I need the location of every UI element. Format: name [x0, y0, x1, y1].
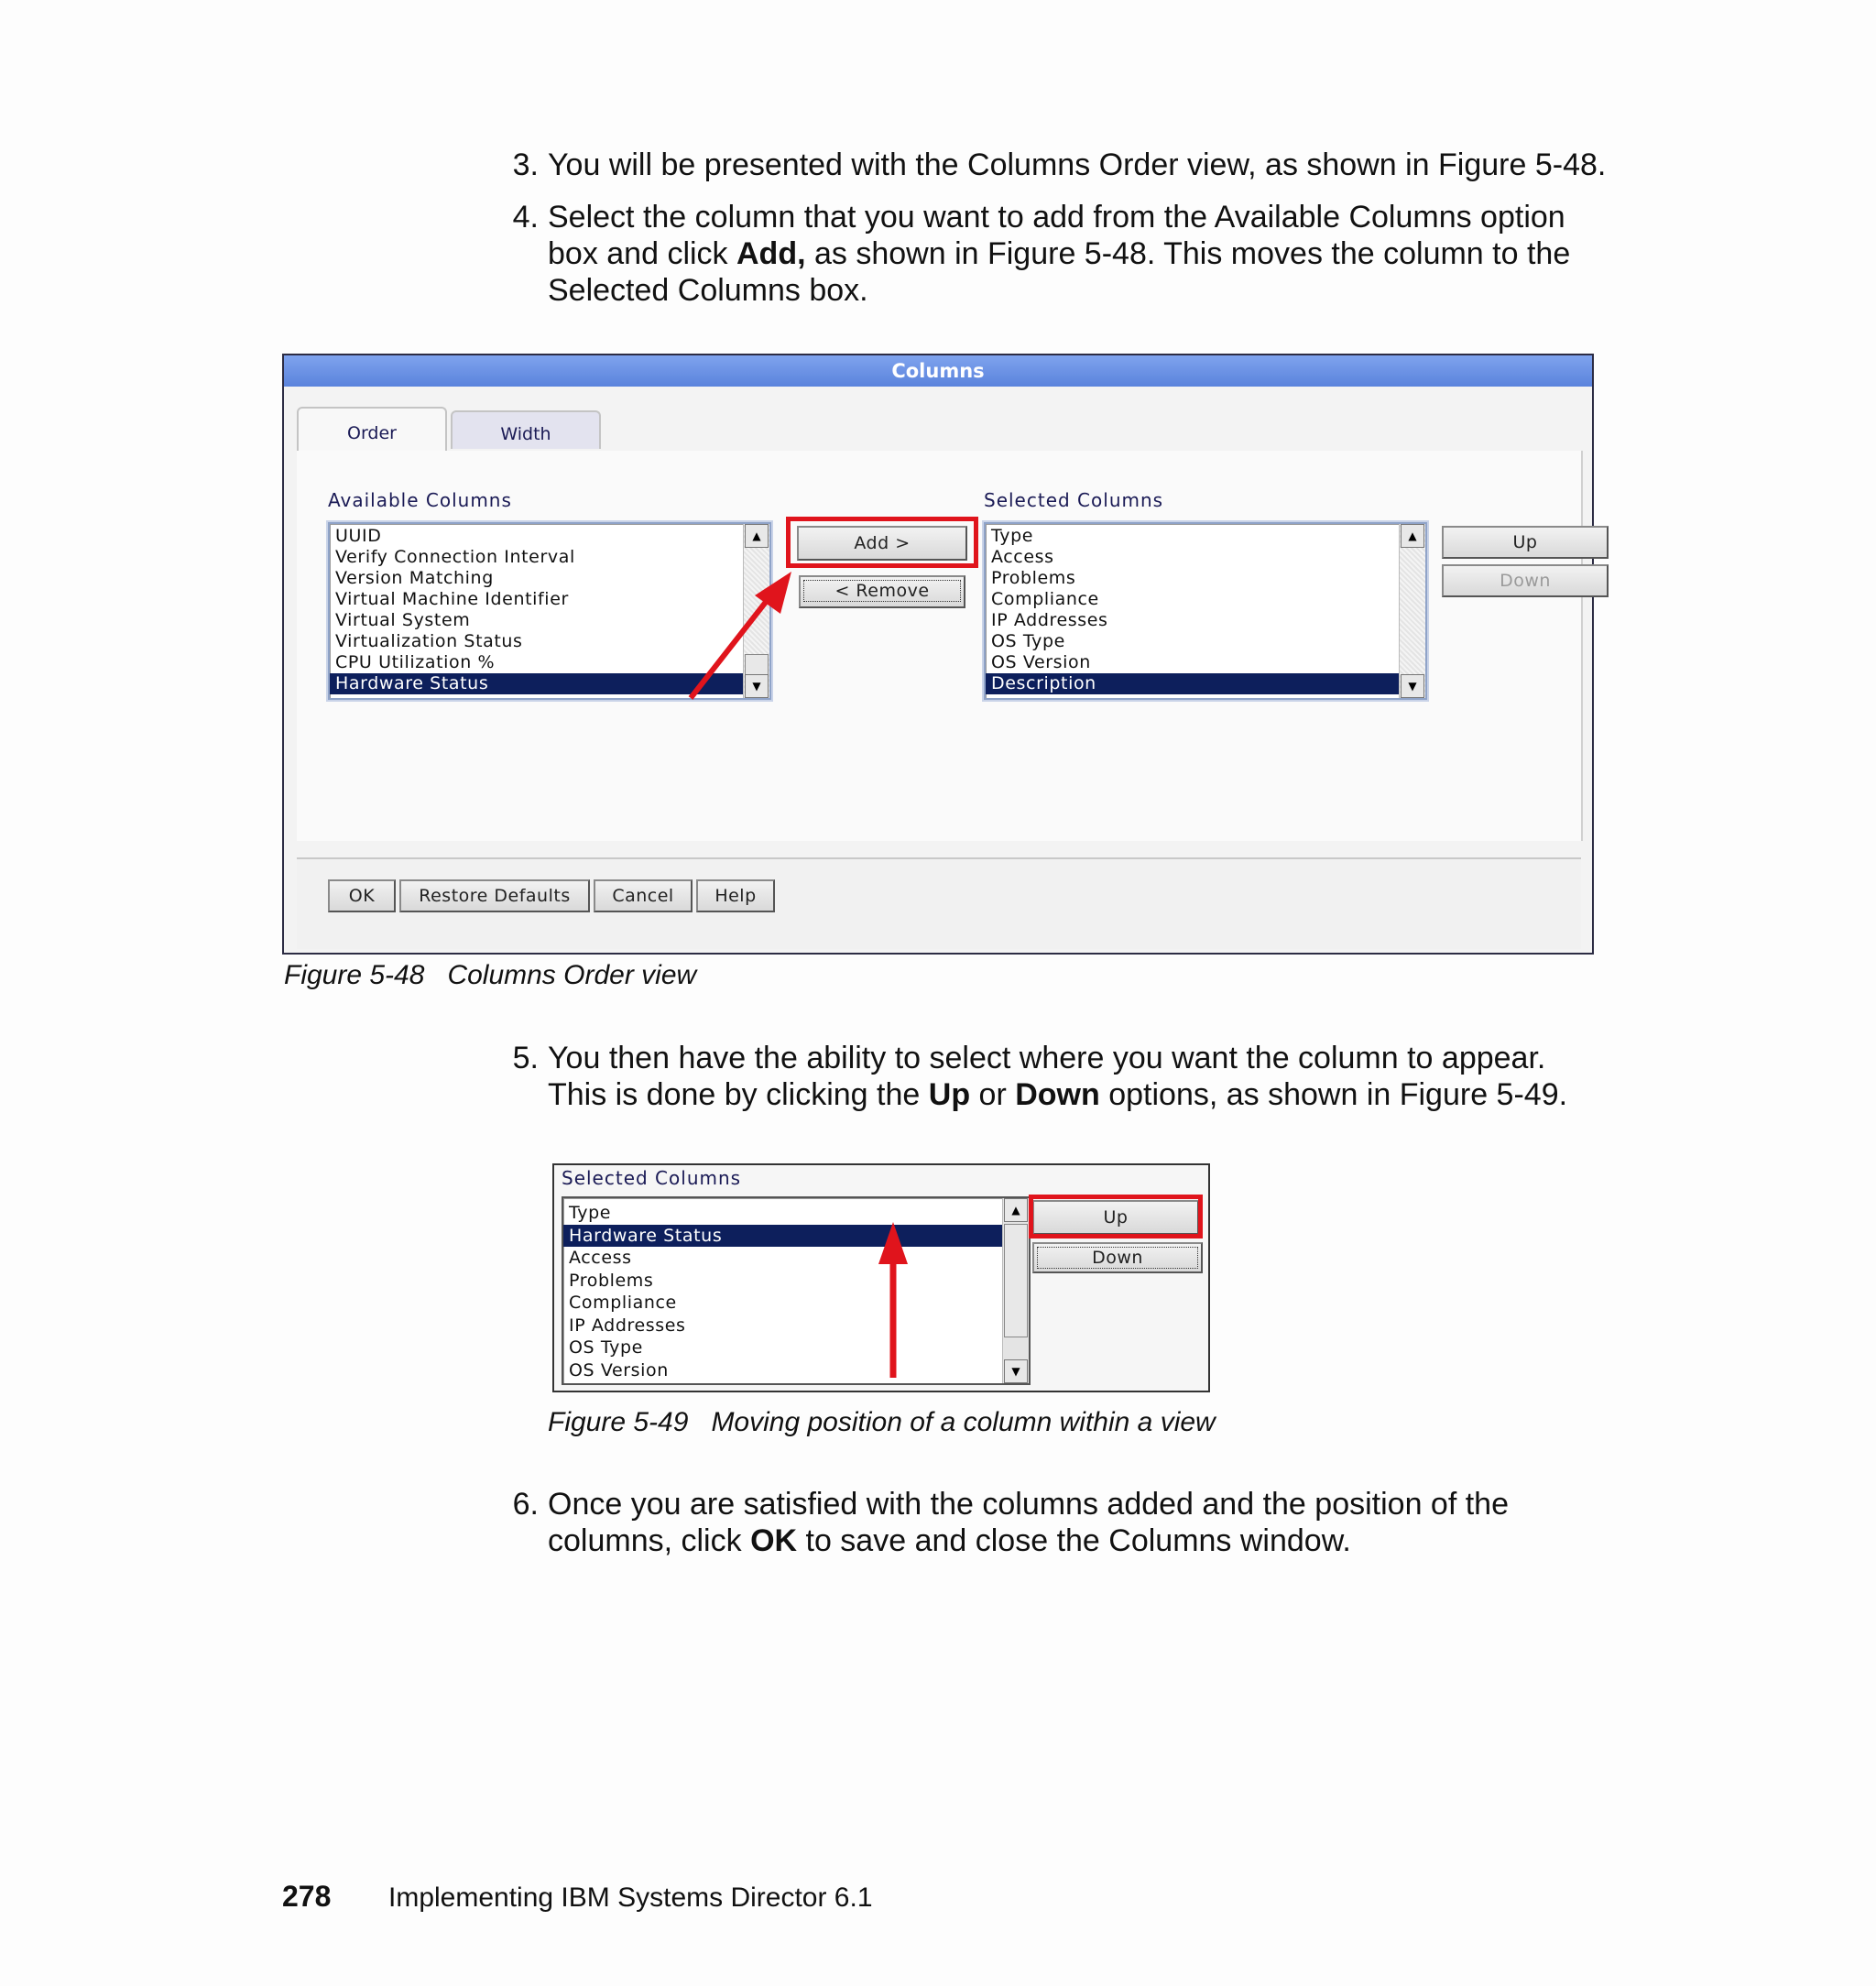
list-item[interactable]: IP Addresses — [569, 1315, 686, 1336]
list-item[interactable]: OS Version — [569, 1359, 669, 1380]
text-run: options, as shown in Figure 5-49. — [1099, 1077, 1568, 1112]
down-button-label: Down — [1037, 1247, 1198, 1269]
selected-columns-label: Selected Columns — [562, 1167, 742, 1189]
up-highlight-box — [1029, 1195, 1203, 1239]
list-item[interactable]: Virtualization Status — [335, 631, 523, 651]
tab-order[interactable]: Order — [297, 407, 447, 453]
step-text: You will be presented with the Columns Order view, as shown in Figure 5-48. — [548, 147, 1607, 182]
remove-button-label: < Remove — [803, 580, 961, 602]
bold-term: Down — [1015, 1077, 1100, 1112]
step-text — [548, 199, 1610, 309]
up-button-label: Up — [1103, 1207, 1129, 1228]
down-button-label: Down — [1500, 571, 1551, 591]
remove-button[interactable] — [799, 575, 965, 608]
list-item[interactable]: OS Version — [991, 652, 1091, 672]
list-item[interactable]: OS Type — [569, 1337, 643, 1358]
figure-48-caption — [284, 960, 696, 991]
step-5 — [502, 1040, 1610, 1113]
bold-term: Up — [928, 1077, 971, 1112]
scrollbar[interactable] — [1399, 524, 1425, 698]
step-text — [548, 1486, 1610, 1559]
up-button[interactable] — [1442, 526, 1609, 559]
text-run: You then have the ability to select where you want the column to appear. This is done by clicking the — [548, 1041, 1546, 1112]
list-item-selected[interactable]: Hardware Status — [330, 673, 744, 694]
selected-columns-list[interactable] — [562, 1196, 1031, 1385]
step-number: 4. — [512, 200, 539, 235]
list-item[interactable]: OS Type — [991, 631, 1065, 651]
caption-number: Figure 5-48 — [284, 960, 425, 990]
book-title: Implementing IBM Systems Director 6.1 — [388, 1882, 873, 1913]
list-item[interactable]: Problems — [569, 1270, 654, 1291]
step-text — [548, 1040, 1610, 1113]
tab-width[interactable]: Width — [451, 410, 601, 449]
add-highlight-box — [786, 517, 978, 568]
figure-49-caption — [548, 1407, 1216, 1438]
dialog-footer — [297, 857, 1581, 949]
list-item[interactable]: Virtual Machine Identifier — [335, 589, 569, 609]
list-item[interactable]: Virtual System — [335, 610, 471, 630]
scroll-up-arrow-icon[interactable]: ▲ — [1004, 1198, 1028, 1222]
list-items — [986, 524, 1425, 694]
list-item-selected[interactable]: Hardware Status — [563, 1225, 1003, 1248]
caption-text: Columns Order view — [447, 960, 697, 990]
up-button-label: Up — [1512, 532, 1538, 552]
restore-defaults-button[interactable]: Restore Defaults — [399, 879, 590, 912]
tab-strip — [297, 407, 1581, 453]
list-item-selected[interactable]: Description — [986, 673, 1400, 694]
list-item[interactable]: Problems — [991, 568, 1076, 588]
order-panel — [297, 451, 1583, 841]
down-button[interactable] — [1032, 1242, 1203, 1273]
list-item[interactable]: Type — [991, 526, 1034, 546]
scrollbar[interactable] — [1002, 1198, 1029, 1383]
help-button[interactable]: Help — [696, 879, 775, 912]
text-run: as shown in Figure 5-48. This moves the column to the Selected Columns box. — [548, 236, 1571, 308]
bold-term: Add, — [736, 236, 806, 271]
list-item[interactable]: UUID — [335, 526, 382, 546]
step-4 — [502, 199, 1610, 309]
add-button-label: Add > — [854, 533, 911, 553]
scroll-down-arrow-icon[interactable]: ▼ — [1401, 674, 1424, 698]
list-item[interactable]: Version Matching — [335, 568, 494, 588]
text-run: or — [970, 1077, 1016, 1112]
red-arrow-icon — [875, 1222, 911, 1380]
list-item[interactable]: Access — [569, 1248, 632, 1268]
cancel-button[interactable]: Cancel — [594, 879, 693, 912]
list-item[interactable]: Access — [991, 547, 1054, 567]
step-number: 5. — [512, 1041, 539, 1075]
bold-term: OK — [750, 1523, 798, 1558]
list-item[interactable]: Type — [569, 1203, 612, 1223]
list-items — [563, 1198, 1029, 1381]
list-item[interactable]: Verify Connection Interval — [335, 547, 575, 567]
list-item[interactable]: Compliance — [991, 589, 1099, 609]
page-number: 278 — [282, 1880, 332, 1913]
down-button[interactable] — [1442, 564, 1609, 597]
selected-columns-panel — [552, 1163, 1210, 1392]
step-number: 3. — [512, 147, 539, 182]
selected-columns-list[interactable] — [984, 522, 1427, 700]
step-3 — [502, 147, 1610, 183]
columns-dialog — [282, 354, 1594, 955]
scroll-down-arrow-icon[interactable]: ▼ — [1004, 1359, 1028, 1383]
scroll-down-arrow-icon[interactable]: ▼ — [745, 674, 769, 698]
red-arrow-icon — [663, 561, 810, 707]
selected-columns-label: Selected Columns — [984, 489, 1164, 511]
list-item[interactable]: IP Addresses — [991, 610, 1108, 630]
available-columns-label: Available Columns — [328, 489, 512, 511]
scroll-thumb[interactable] — [1004, 1224, 1028, 1337]
list-item[interactable]: CPU Utilization % — [335, 652, 496, 672]
caption-number: Figure 5-49 — [548, 1407, 689, 1437]
dialog-title: Columns — [284, 355, 1592, 387]
list-item[interactable]: Compliance — [569, 1293, 677, 1313]
text-run: Once you are satisfied with the columns added and the position of the columns, click — [548, 1487, 1509, 1558]
scroll-up-arrow-icon[interactable]: ▲ — [1401, 524, 1424, 548]
text-run: to save and close the Columns window. — [797, 1523, 1351, 1558]
scroll-up-arrow-icon[interactable]: ▲ — [745, 524, 769, 548]
step-6 — [502, 1486, 1610, 1559]
step-number: 6. — [512, 1487, 539, 1522]
caption-text: Moving position of a column within a view — [711, 1407, 1216, 1437]
text-run: Select the column that you want to add from the Available Columns option box and click — [548, 200, 1565, 271]
ok-button[interactable]: OK — [328, 879, 396, 912]
